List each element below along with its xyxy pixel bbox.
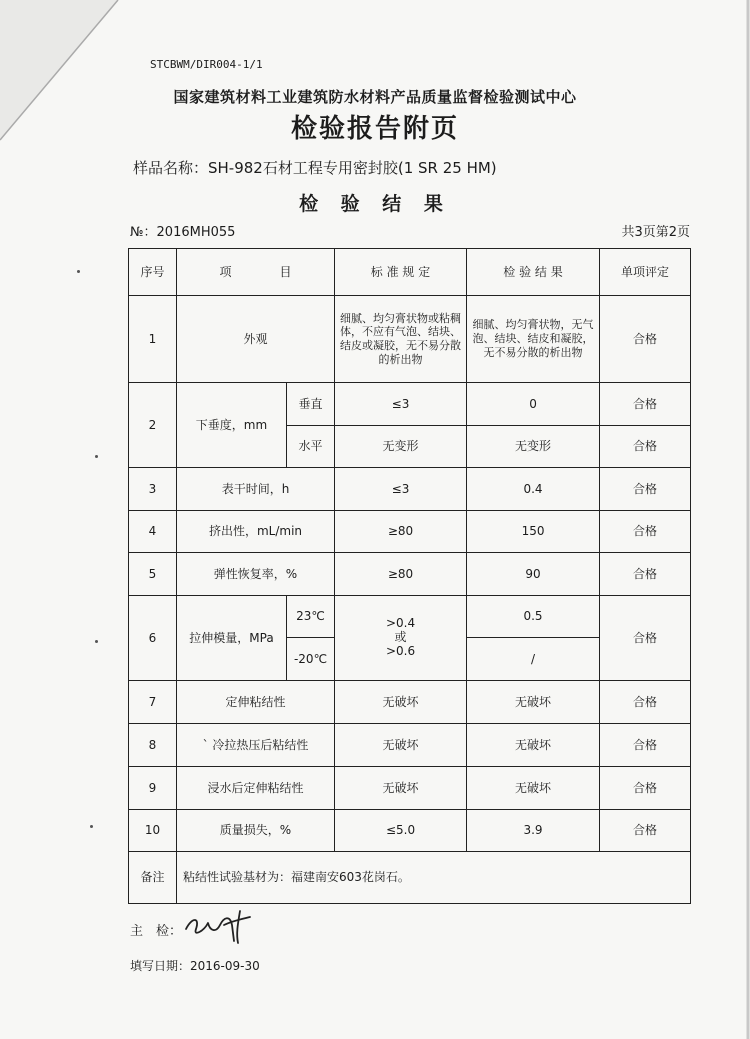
punch-hole-mark [90, 825, 93, 828]
row-standard: 无破坏 [335, 767, 467, 810]
row-seq: 8 [129, 724, 177, 767]
row-item: 下垂度，mm [177, 383, 287, 468]
row-item: 定伸粘结性 [177, 681, 335, 724]
row-judgement: 合格 [600, 511, 691, 553]
row-result: 无破坏 [467, 767, 600, 810]
header-result: 检 验 结 果 [467, 249, 600, 296]
row-judgement: 合格 [600, 553, 691, 596]
standard-line: >0.4 [385, 616, 416, 631]
row-result: 细腻、均匀膏状物，无气泡、结块、结皮和凝胶，无不易分散的析出物 [467, 296, 600, 383]
punch-hole-mark [95, 455, 98, 458]
row-judgement: 合格 [600, 383, 691, 426]
row-item: 拉伸模量，MPa [177, 596, 287, 681]
section-title: 检 验 结 果 [299, 193, 451, 215]
row-standard: 细腻、均匀膏状物或粘稠体，不应有气泡、结块、结皮或凝胶，无不易分散的析出物 [335, 296, 467, 383]
row-standard: 无破坏 [335, 681, 467, 724]
standard-line: >0.6 [385, 643, 416, 658]
row-seq: 9 [129, 767, 177, 810]
row-judgement: 合格 [600, 296, 691, 383]
row-result: 3.9 [467, 810, 600, 852]
row-seq: 10 [129, 810, 177, 852]
standard-line: 或 [394, 630, 407, 645]
table-header-row [129, 249, 691, 296]
row-result: 150 [467, 511, 600, 553]
row-result: / [467, 638, 600, 681]
row-subitem: 垂直 [287, 383, 335, 426]
document-code: STCBWM/DIR004-1/1 [150, 58, 263, 71]
table-row [129, 596, 691, 638]
row-standard: ≥80 [335, 553, 467, 596]
row-seq: 1 [129, 296, 177, 383]
fill-date: 填写日期：2016-09-30 [130, 959, 260, 973]
row-seq: 2 [129, 383, 177, 468]
table-row [129, 511, 691, 553]
row-standard: 无变形 [335, 426, 467, 468]
row-item: ` 冷拉热压后粘结性 [177, 724, 335, 767]
table-row [129, 553, 691, 596]
row-result: 0.4 [467, 468, 600, 511]
page-title: 检验报告附页 [290, 114, 459, 144]
table-row [129, 383, 691, 426]
row-standard [335, 596, 467, 681]
inspector-label: 主 检： [130, 924, 183, 939]
row-seq: 7 [129, 681, 177, 724]
row-judgement: 合格 [600, 596, 691, 681]
row-judgement: 合格 [600, 810, 691, 852]
table-row [129, 724, 691, 767]
row-seq: 6 [129, 596, 177, 681]
row-judgement: 合格 [600, 724, 691, 767]
row-judgement: 合格 [600, 468, 691, 511]
row-result: 无破坏 [467, 724, 600, 767]
row-standard: ≤5.0 [335, 810, 467, 852]
header-judgement: 单项评定 [600, 249, 691, 296]
sample-name: 样品名称：SH-982石材工程专用密封胶(1 SR 25 HM) [133, 159, 497, 177]
header-standard: 标 准 规 定 [335, 249, 467, 296]
row-item: 外观 [177, 296, 335, 383]
row-subitem: -20℃ [287, 638, 335, 681]
note-text: 粘结性试验基材为：福建南安603花岗石。 [177, 852, 691, 904]
row-judgement: 合格 [600, 426, 691, 468]
row-item: 质量损失，% [177, 810, 335, 852]
table-row [129, 296, 691, 383]
row-result: 无破坏 [467, 681, 600, 724]
row-result: 90 [467, 553, 600, 596]
results-table [128, 248, 691, 904]
table-row [129, 767, 691, 810]
row-seq: 4 [129, 511, 177, 553]
row-seq: 5 [129, 553, 177, 596]
table-row [129, 810, 691, 852]
row-result: 0 [467, 383, 600, 426]
punch-hole-mark [95, 640, 98, 643]
row-item: 挤出性，mL/min [177, 511, 335, 553]
row-item: 浸水后定伸粘结性 [177, 767, 335, 810]
row-item: 弹性恢复率，% [177, 553, 335, 596]
row-item: 表干时间，h [177, 468, 335, 511]
note-label: 备注 [129, 852, 177, 904]
report-number: №：2016MH055 [130, 225, 236, 240]
row-standard: ≤3 [335, 468, 467, 511]
row-seq: 3 [129, 468, 177, 511]
row-result: 无变形 [467, 426, 600, 468]
inspector-signature [180, 903, 260, 948]
table-row [129, 468, 691, 511]
row-subitem: 水平 [287, 426, 335, 468]
header-seq: 序号 [129, 249, 177, 296]
note-row [129, 852, 691, 904]
header-item: 项 目 [177, 249, 335, 296]
row-judgement: 合格 [600, 681, 691, 724]
row-standard: ≥80 [335, 511, 467, 553]
punch-hole-mark [77, 270, 80, 273]
row-subitem: 23℃ [287, 596, 335, 638]
organization-name: 国家建筑材料工业建筑防水材料产品质量监督检验测试中心 [173, 88, 577, 106]
row-judgement: 合格 [600, 767, 691, 810]
row-result: 0.5 [467, 596, 600, 638]
row-standard: ≤3 [335, 383, 467, 426]
table-row [129, 681, 691, 724]
row-standard: 无破坏 [335, 724, 467, 767]
page-info: 共3页第2页 [621, 225, 690, 240]
